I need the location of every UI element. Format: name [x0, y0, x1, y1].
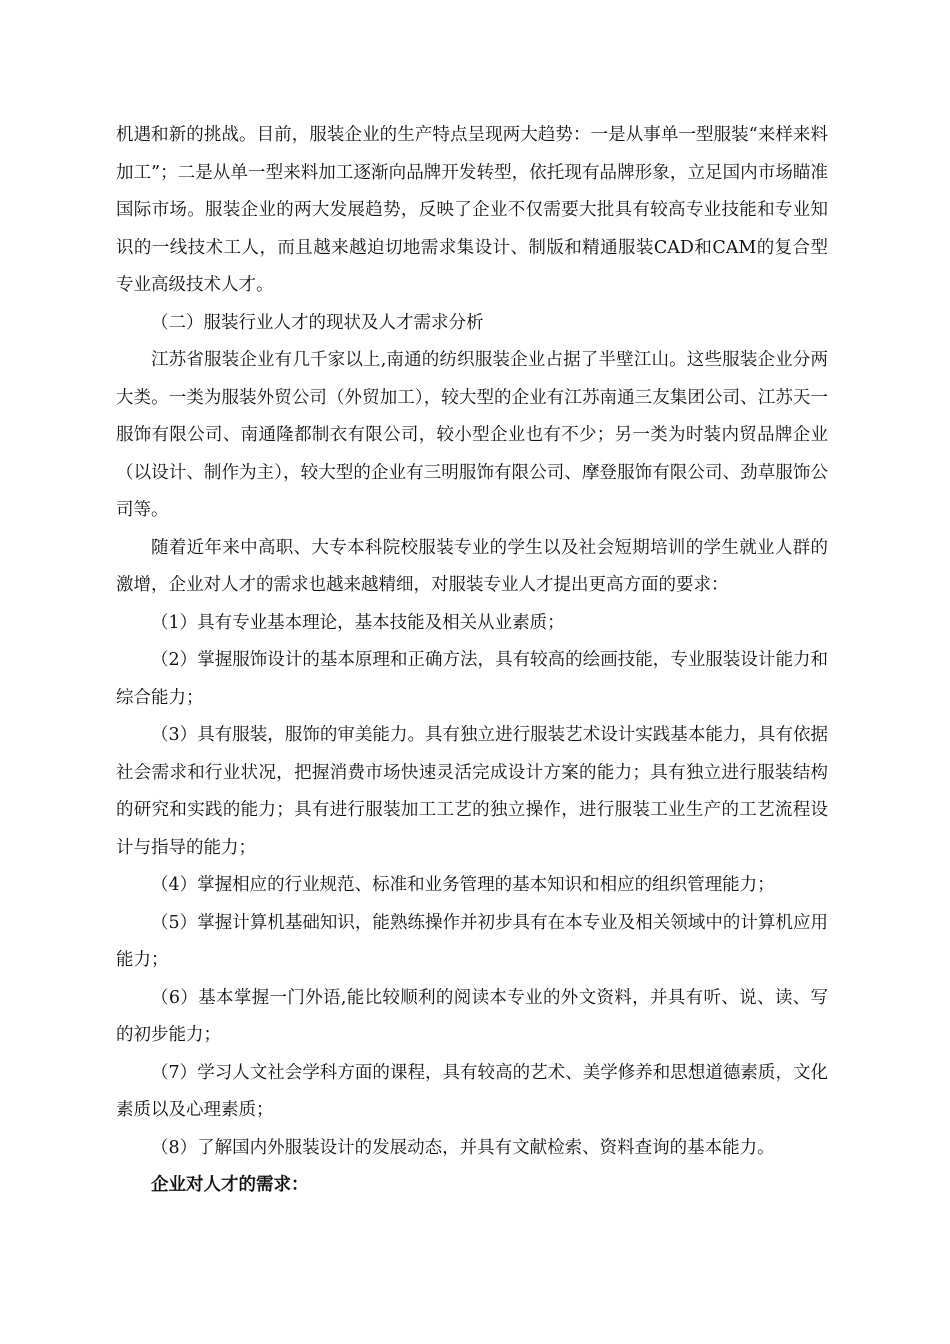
paragraph-requirements-intro: 随着近年来中高职、大专本科院校服装专业的学生以及社会短期培训的学生就业人群的激增，企业对人才的需求也越来越精细，对服装专业人才提出更高方面的要求：	[116, 537, 828, 595]
list-item-5: （5）掌握计算机基础知识，能熟练操作并初步具有在本专业及相关领域中的计算机应用能力；	[116, 912, 828, 970]
bold-subheading: 企业对人才的需求：	[151, 1175, 309, 1195]
paragraph-enterprises: 江苏省服装企业有几千家以上,南通的纺织服装企业占据了半壁江山。这些服装企业分两大类。一类为服装外贸公司（外贸加工），较大型的企业有江苏南通三友集团公司、江苏天一服饰有限公司、南通隆都制衣有限公司，较小型企业也有不少；另一类为时装内贸品牌企业（以设计、制作为主），较大型的企业有三明服饰有限公司、摩登服饰有限公司、劲草服饰公司等。	[116, 350, 828, 520]
list-item-4: （4）掌握相应的行业规范、标准和业务管理的基本知识和相应的组织管理能力；	[151, 875, 775, 895]
list-item-8: （8）了解国内外服装设计的发展动态，并具有文献检索、资料查询的基本能力。	[151, 1137, 775, 1158]
section-heading: （二）服装行业人才的现状及人才需求分析	[151, 312, 484, 333]
document-body	[116, 117, 828, 1205]
paragraph-continuation: 机遇和新的挑战。目前，服装企业的生产特点呈现两大趋势：一是从事单一型服装“来样来料加工”；二是从单一型来料加工逐渐向品牌开发转型，依托现有品牌形象，立足国内市场瞄准国际市场。服装企业的两大发展趋势，反映了企业不仅需要大批具有较高专业技能和专业知识的一线技术工人，而且越来越迫切地需求集设计、制版和精通服装CAD和CAM的复合型专业高级技术人才。	[116, 125, 828, 295]
list-item-6: （6）基本掌握一门外语,能比较顺利的阅读本专业的外文资料，并具有听、说、读、写的初步能力；	[116, 987, 828, 1045]
list-item-1: （1）具有专业基本理论，基本技能及相关从业素质；	[151, 612, 565, 633]
list-item-2: （2）掌握服饰设计的基本原理和正确方法，具有较高的绘画技能，专业服装设计能力和综合能力；	[116, 650, 828, 708]
list-item-3: （3）具有服装，服饰的审美能力。具有独立进行服装艺术设计实践基本能力，具有依据社会需求和行业状况，把握消费市场快速灵活完成设计方案的能力；具有独立进行服装结构的研究和实践的能力；具有进行服装加工工艺的独立操作，进行服装工业生产的工艺流程设计与指导的能力；	[116, 725, 828, 858]
list-item-7: （7）学习人文社会学科方面的课程，具有较高的艺术、美学修养和思想道德素质，文化素质以及心理素质；	[116, 1062, 828, 1120]
